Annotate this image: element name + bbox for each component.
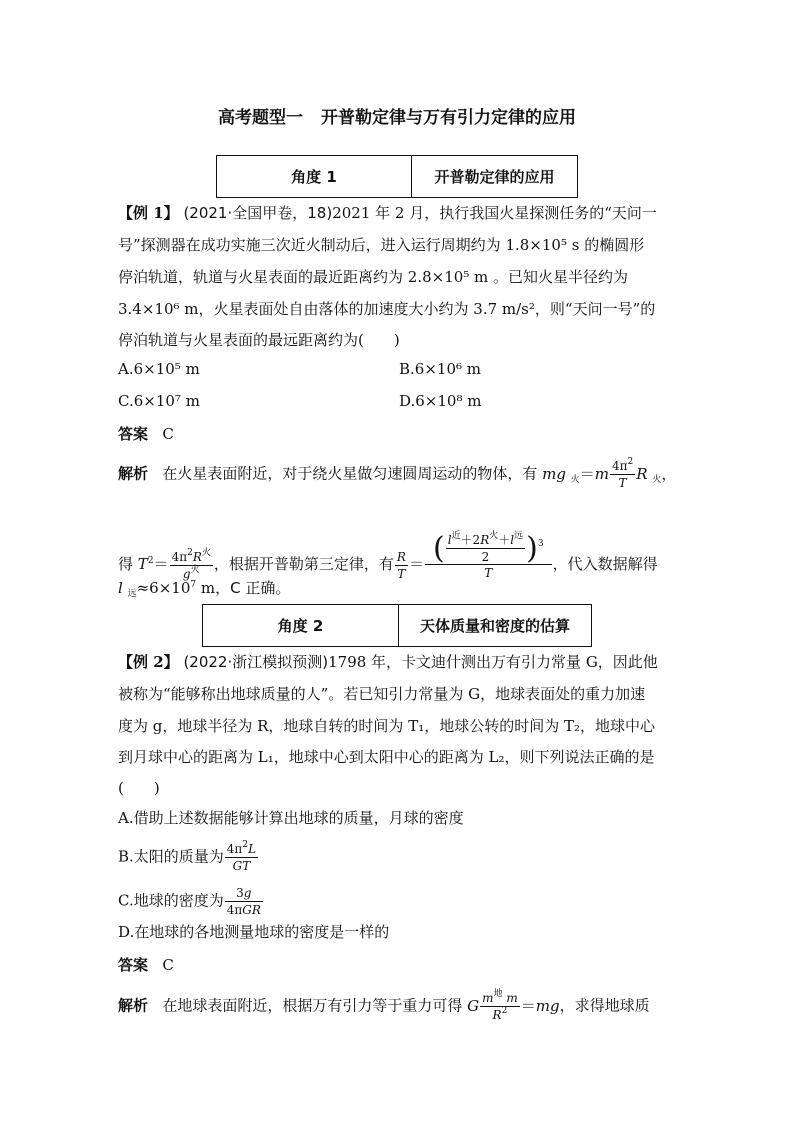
- ex1-analysis-text-2b: ，根据开普勒第三定律，有: [213, 555, 394, 573]
- ex2-option-c-text: C.地球的密度为: [118, 891, 224, 910]
- angle-2-topic: 天体质量和密度的估算: [399, 605, 592, 647]
- ex1-answer-label: 答案: [118, 425, 149, 443]
- ex1-analysis-line-1: [118, 457, 677, 490]
- ex1-source: (2021·全国甲卷，18): [183, 204, 333, 222]
- section-title: [0, 103, 794, 128]
- ex2-line-4: 到月球中心的距离为 L₁，地球中心到太阳中心的距离为 L₂，则下列说法正确的是: [118, 748, 655, 766]
- ex1-formula-3: $\frac{R}{T}$ ＝ ( $\frac{l^近+2R^火+l^远}{2}$ )$^3$ T: [394, 555, 553, 573]
- ex2-option-c: [118, 887, 264, 916]
- ex1-option-d: D.6×10⁸ m: [399, 392, 482, 410]
- ex1-line-2: 号”探测器在成功实施三次近火制动后，进入运行周期约为 1.8×10⁵ s 的椭圆形: [118, 236, 645, 254]
- ex1-formula-4: l $_远\approx 6\times 10^7$ m: [118, 579, 216, 599]
- angle-1-label: 角度 1: [217, 156, 412, 198]
- ex1-analysis-text-1: 在火星表面附近，对于绕火星做匀速圆周运动的物体，有: [162, 464, 538, 483]
- ex1-formula-2: $T^2=$ $\frac{4\pi^2R^火}{g^火}$: [137, 547, 211, 581]
- ex2-answer-label: 答案: [118, 956, 149, 974]
- ex1-answer-value: C: [162, 425, 174, 443]
- ex2-answer: [118, 955, 174, 975]
- ex2-option-a: A.借助上述数据能够计算出地球的质量，月球的密度: [118, 809, 464, 827]
- section-title-part1: 高考题型一: [218, 108, 303, 128]
- ex1-analysis-line-2: [118, 531, 658, 581]
- ex1-line-3: 停泊轨道，轨道与火星表面的最近距离约为 2.8×10⁵ m 。已知火星半径约为: [118, 268, 629, 286]
- angle-2-label: 角度 2: [203, 605, 399, 647]
- ex2-line-1: [118, 652, 658, 672]
- ex2-line-3: 度为 g，地球半径为 R，地球自转的时间为 T₁，地球公转的时间为 T₂，地球中心: [118, 717, 656, 735]
- ex2-analysis-label: 解析: [118, 996, 149, 1015]
- ex1-option-c: C.6×10⁷ m: [118, 392, 200, 410]
- angle-1-topic: 开普勒定律的应用: [412, 156, 578, 198]
- angle-2-table: [202, 604, 592, 647]
- ex1-formula-1: mg $_火$＝m $\frac{4\pi^2}{T}$ R $_火$，: [542, 457, 677, 490]
- ex1-option-a: A.6×10⁵ m: [118, 360, 200, 378]
- ex2-source: (2022·浙江模拟预测): [183, 653, 329, 671]
- ex1-analysis-text-2c: ，代入数据解得: [552, 555, 658, 573]
- ex1-analysis-line-3: [118, 578, 290, 598]
- ex1-tag: 【例 1】: [118, 204, 179, 222]
- ex2-option-d: D.在地球的各地测量地球的密度是一样的: [118, 923, 390, 941]
- ex2-line-5: ( ): [118, 779, 160, 797]
- angle-1-table: [216, 155, 578, 198]
- ex1-analysis-text-2a: 得: [118, 555, 134, 573]
- ex2-analysis-text-1b: ，求得地球质: [559, 996, 650, 1015]
- ex1-analysis-text-3: ，C 正确。: [215, 579, 291, 597]
- ex1-option-b: B.6×10⁶ m: [399, 360, 481, 378]
- ex2-analysis-text-1: 在地球表面附近，根据万有引力等于重力可得: [162, 996, 463, 1015]
- ex2-option-b-text: B.太阳的质量为: [118, 847, 224, 866]
- ex2-option-b-formula: $\frac{4\pi^2L}{GT}$: [226, 840, 257, 873]
- ex1-line-1: [118, 203, 657, 223]
- ex1-line-4: 3.4×10⁶ m，火星表面处自由落体的加速度大小约为 3.7 m/s²，则“天问一号”的: [118, 300, 656, 318]
- ex2-option-c-formula: $\frac{3g}{\text{4πGR}}$: [226, 886, 261, 917]
- ex2-line-2: 被称为“能够称出地球质量的人”。若已知引力常量为 G，地球表面处的重力加速: [118, 685, 646, 703]
- ex1-line-5: 停泊轨道与火星表面的最远距离约为( ): [118, 331, 400, 349]
- ex2-analysis-line-1: [118, 989, 650, 1022]
- ex2-tag: 【例 2】: [118, 653, 179, 671]
- ex2-answer-value: C: [162, 956, 174, 974]
- ex1-answer: [118, 424, 174, 444]
- ex1-analysis-label: 解析: [118, 464, 149, 483]
- ex2-formula-1: G $\frac{m^地 m}{R^2}$ ＝mg: [467, 989, 560, 1022]
- ex2-option-b: [118, 840, 259, 873]
- ex2-text-1: 1798 年，卡文迪什测出万有引力常量 G，因此他: [328, 653, 658, 671]
- ex1-text-1: 2021 年 2 月，执行我国火星探测任务的“天问一: [332, 204, 657, 222]
- section-title-part2: 开普勒定律与万有引力定律的应用: [321, 108, 576, 128]
